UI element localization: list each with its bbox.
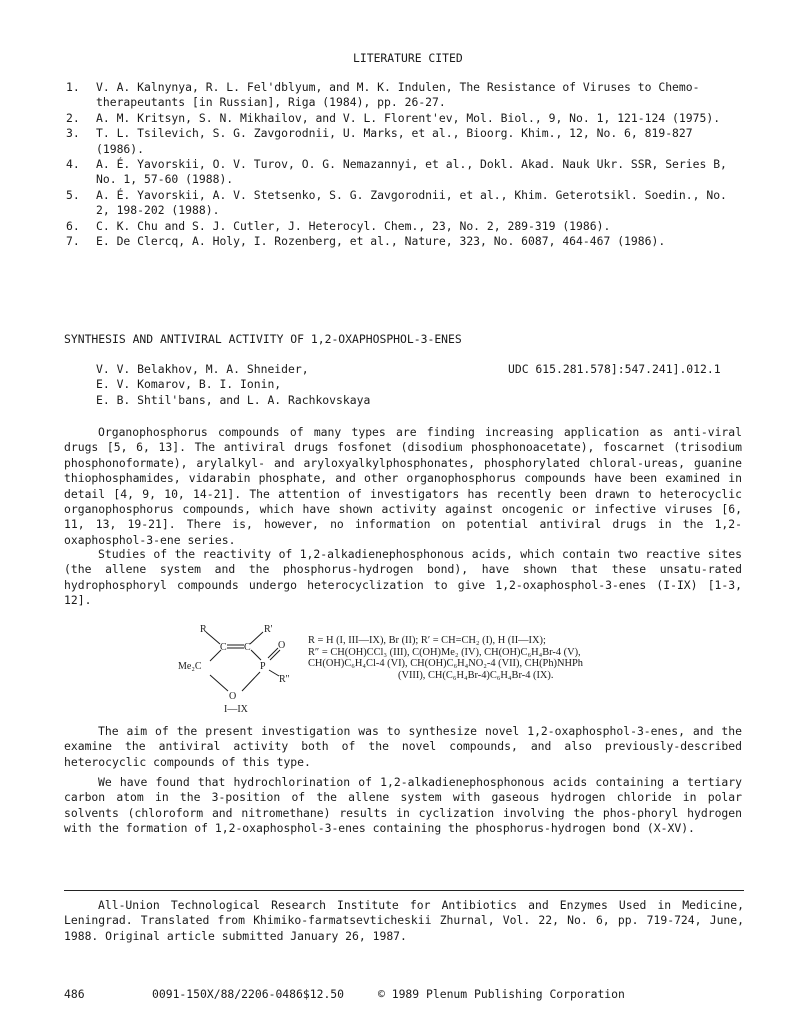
reference-item	[66, 111, 746, 126]
reference-text: T. L. Tsilevich, S. G. Zavgorodnii, U. Marks, et al., Bioorg. Khim., 12, No. 6, 819-827 (1986).	[96, 126, 693, 156]
legend-line: CH(OH)C₆H₄Cl-4 (VI), CH(OH)C₆H₄NO₂-4 (VII), CH(Ph)NHPh	[308, 658, 583, 670]
atom-label-c: C	[244, 642, 251, 653]
bond-line	[242, 672, 260, 691]
reference-text: E. De Clercq, A. Holy, I. Rozenberg, et al., Nature, 323, No. 6087, 464-467 (1986).	[96, 234, 666, 249]
body-paragraph: The aim of the present investigation was to synthesize novel 1,2-oxaphosphol-3-enes, and the examine the antiviral activity both of the novel compounds, and also previously-described heterocyclic compounds of this type.	[64, 724, 742, 769]
reference-item	[66, 188, 746, 219]
reference-item	[66, 219, 746, 234]
oxaphospholene-structure-diagram	[172, 618, 306, 714]
body-paragraph: Studies of the reactivity of 1,2-alkadienephosphonous acids, which contain two reactive sites (the allene system and the phosphorus-hydrogen bond), have shown that these unsatu-rated hydrophosphoryl compounds undergo heterocyclization to give 1,2-oxaphosphol-3-enes (I-IX) [1-3, 12].	[64, 547, 742, 608]
body-paragraph: Organophosphorus compounds of many types are finding increasing application as anti-viral drugs [5, 6, 13]. The antiviral drugs fosfonet (disodium phosphonoacetate), foscarnet (trisodium phosphonoformate), arylalkyl- and aryloxyalkylphosphonates, phosphorylated chloral-ureas, guanine thiophosphamides, vidarabin phosphate, and other organophosphorus compounds have been examined in detail [4, 9, 10, 14-21]. The attention of investigators has recently been drawn to heterocyclic organophosphorus compounds, which have shown activity against oncogenic or infective viruses [6, 11, 13, 19-21]. There is, however, no information on potential antiviral drugs in the 1,2-oxaphosphol-3-ene series.	[64, 425, 742, 547]
reference-number: 7.	[66, 234, 80, 249]
author-line: E. B. Shtil'bans, and L. A. Rachkovskaya	[96, 392, 371, 407]
bond-line	[210, 675, 228, 691]
reference-number: 2.	[66, 110, 80, 125]
bond-line	[206, 632, 220, 644]
atom-label-o: O	[278, 640, 286, 651]
atom-label-r: R	[200, 624, 207, 635]
bond-line	[251, 650, 261, 660]
compound-label: I—IX	[224, 704, 248, 714]
page-number: 486	[64, 987, 85, 1001]
atom-label-c: C	[220, 642, 227, 653]
article-title: SYNTHESIS AND ANTIVIRAL ACTIVITY OF 1,2-OXAPHOSPHOL-3-ENES	[64, 332, 462, 346]
reference-number: 5.	[66, 187, 80, 202]
reference-text: V. A. Kalnynya, R. L. Fel'dblyum, and M. K. Indulen, The Resistance of Viruses to Chemo-therapeutants [in Russian], Riga (1984), pp. 26-27.	[96, 80, 700, 110]
legend-line: (VIII), CH(C₆H₄Br-4)C₆H₄Br-4 (IX).	[398, 669, 554, 681]
atom-label-r-double-prime: R''	[279, 674, 290, 685]
atom-label-p: P	[260, 661, 266, 672]
footnote: All-Union Technological Research Institute for Antibiotics and Enzymes Used in Medicine, Leningrad. Translated from Khimiko-farmatsevticheskii Zhurnal, Vol. 22, No. 6, pp. 719-724, June, 1988. Original article submitted January 26, 1987.	[64, 898, 744, 943]
author-line: E. V. Komarov, B. I. Ionin,	[96, 377, 282, 392]
reference-number: 1.	[66, 80, 80, 94]
reference-text: A. É. Yavorskii, O. V. Turov, O. G. Nemazannyi, et al., Dokl. Akad. Nauk Ukr. SSR, Series B, No. 1, 57-60 (1988).	[96, 157, 727, 187]
reference-list	[66, 80, 746, 249]
structure-legend	[308, 635, 740, 681]
body-paragraph: We have found that hydrochlorination of 1,2-alkadienephosphonous acids containing a tertiary carbon atom in the 3-position of the allene system with gaseous hydrogen chloride in polar solvents (chloroform and nitromethane) results in cyclization involving the phos-phoryl hydrogen with the formation of 1,2-oxaphosphol-3-enes containing the phosphorus-hydrogen bond (X-XV).	[64, 775, 742, 836]
author-block	[96, 362, 456, 408]
literature-cited-heading: LITERATURE CITED	[353, 51, 463, 65]
atom-label-o-ring: O	[229, 691, 237, 702]
author-line: V. V. Belakhov, M. A. Shneider,	[96, 362, 309, 376]
reference-number: 4.	[66, 157, 80, 172]
reference-number: 6.	[66, 218, 80, 233]
publication-code: 0091-150X/88/2206-0486$12.50	[152, 987, 345, 1001]
udc-code: UDC 615.281.578]:547.241].012.1	[508, 362, 721, 376]
reference-text: C. K. Chu and S. J. Cutler, J. Heterocyl. Chem., 23, No. 2, 289-319 (1986).	[96, 218, 611, 233]
reference-number: 3.	[66, 126, 80, 141]
footnote-divider	[64, 890, 744, 891]
copyright-notice: © 1989 Plenum Publishing Corporation	[378, 987, 625, 1001]
atom-label-me2c: Me₂C	[178, 661, 202, 672]
reference-item	[66, 80, 746, 111]
reference-item	[66, 234, 746, 249]
legend-line: R = H (I, III—IX), Br (II); R′ = CH=CH₂ (I), H (II—IX);	[308, 635, 546, 646]
legend-line: R″ = CH(OH)CCl₃ (III), C(OH)Me₂ (IV), CH(OH)C₆H₄Br-4 (V),	[308, 646, 581, 658]
reference-item	[66, 157, 746, 188]
reference-text: A. M. Kritsyn, S. N. Mikhailov, and V. L. Florent'ev, Mol. Biol., 9, No. 1, 121-124 (1975).	[96, 110, 721, 125]
bond-line	[269, 670, 279, 676]
reference-item	[66, 126, 746, 157]
atom-label-r-prime: R'	[264, 624, 273, 635]
bond-line	[250, 632, 263, 644]
reference-text: A. É. Yavorskii, A. V. Stetsenko, S. G. Zavgorodnii, et al., Khim. Geterotsikl. Soedin., No. 2, 198-202 (1988).	[96, 187, 727, 218]
